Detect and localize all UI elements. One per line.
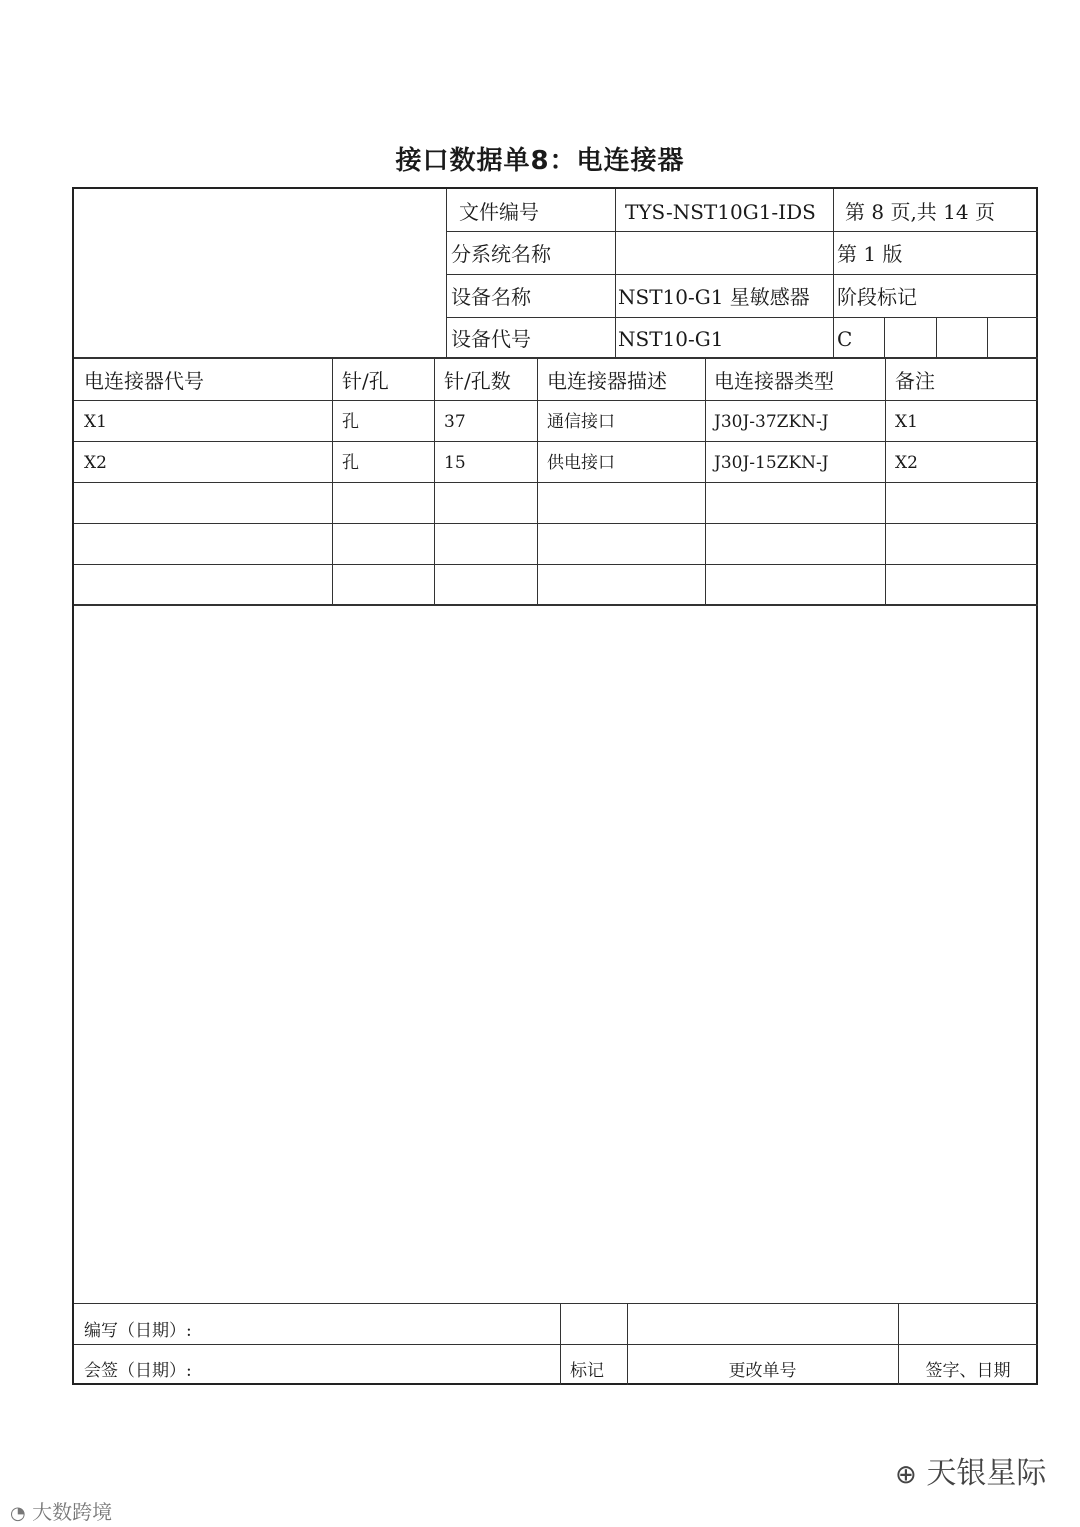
file-no-value: TYS-NST10G1-IDS	[625, 200, 816, 224]
header-row-line	[446, 274, 1038, 275]
table-cell: 通信接口	[547, 412, 615, 432]
table-row-line	[74, 482, 1038, 483]
footer-top-line	[74, 1303, 1038, 1304]
table-cell: X2	[895, 453, 918, 473]
table-row-line	[74, 441, 1038, 442]
column-header: 电连接器代号	[84, 369, 204, 393]
column-header: 针/孔数	[444, 369, 511, 393]
table-cell: 15	[444, 453, 466, 473]
column-header: 针/孔	[342, 369, 389, 393]
countersign-label: 会签（日期）:	[84, 1361, 192, 1381]
table-cell: X1	[84, 412, 107, 432]
device-code-value: NST10-G1	[618, 327, 724, 351]
device-code-label: 设备代号	[451, 327, 531, 351]
interface-data-sheet	[72, 187, 1038, 1385]
column-header: 备注	[895, 369, 935, 393]
watermark-left	[10, 1496, 112, 1525]
header-divider	[833, 189, 834, 357]
header-row-line	[446, 231, 1038, 232]
header-divider	[446, 189, 447, 357]
table-cell: X2	[84, 453, 107, 473]
column-header: 电连接器描述	[547, 369, 667, 393]
stage-box-divider	[936, 317, 937, 357]
stage-box-divider	[987, 317, 988, 357]
footer-mid-line	[74, 1344, 1038, 1345]
table-cell: J30J-37ZKN-J	[714, 412, 829, 432]
table-row-line	[74, 564, 1038, 565]
footer-divider	[560, 1303, 561, 1385]
watermark-left-text: 大数跨境	[32, 1500, 113, 1524]
device-name-label: 设备名称	[451, 285, 531, 309]
stage-label: 阶段标记	[837, 285, 917, 309]
file-no-label: 文件编号	[459, 200, 539, 224]
version-label: 第 1 版	[837, 242, 903, 266]
table-row-line	[74, 523, 1038, 524]
mark-label: 标记	[570, 1361, 604, 1381]
table-row-line	[74, 400, 1038, 401]
wechat-icon: ⊕	[895, 1460, 917, 1490]
author-label: 编写（日期）:	[84, 1321, 192, 1341]
sign-date-label: 签字、日期	[925, 1361, 1011, 1381]
page-title: 接口数据单8：电连接器	[395, 146, 685, 176]
watermark-right-text: 天银星际	[926, 1456, 1047, 1491]
table-cell: 孔	[342, 453, 359, 473]
stage-value: C	[837, 327, 853, 351]
device-name-value: NST10-G1 星敏感器	[618, 285, 810, 309]
header-divider	[615, 189, 616, 357]
subsystem-label: 分系统名称	[451, 242, 551, 266]
stage-box-divider	[884, 317, 885, 357]
table-cell: 供电接口	[547, 453, 615, 473]
table-cell: X1	[895, 412, 918, 432]
weibo-icon: ◔	[10, 1503, 26, 1524]
watermark-right	[895, 1448, 1046, 1492]
change-no-label: 更改单号	[728, 1361, 797, 1381]
header-bottom-line	[74, 357, 1038, 359]
header-row-line	[446, 317, 1038, 318]
table-cell: J30J-15ZKN-J	[714, 453, 829, 473]
table-bottom-line	[74, 604, 1038, 606]
table-cell: 孔	[342, 412, 359, 432]
table-cell: 37	[444, 412, 466, 432]
column-header: 电连接器类型	[714, 369, 834, 393]
page-info: 第 8 页,共 14 页	[845, 200, 995, 224]
